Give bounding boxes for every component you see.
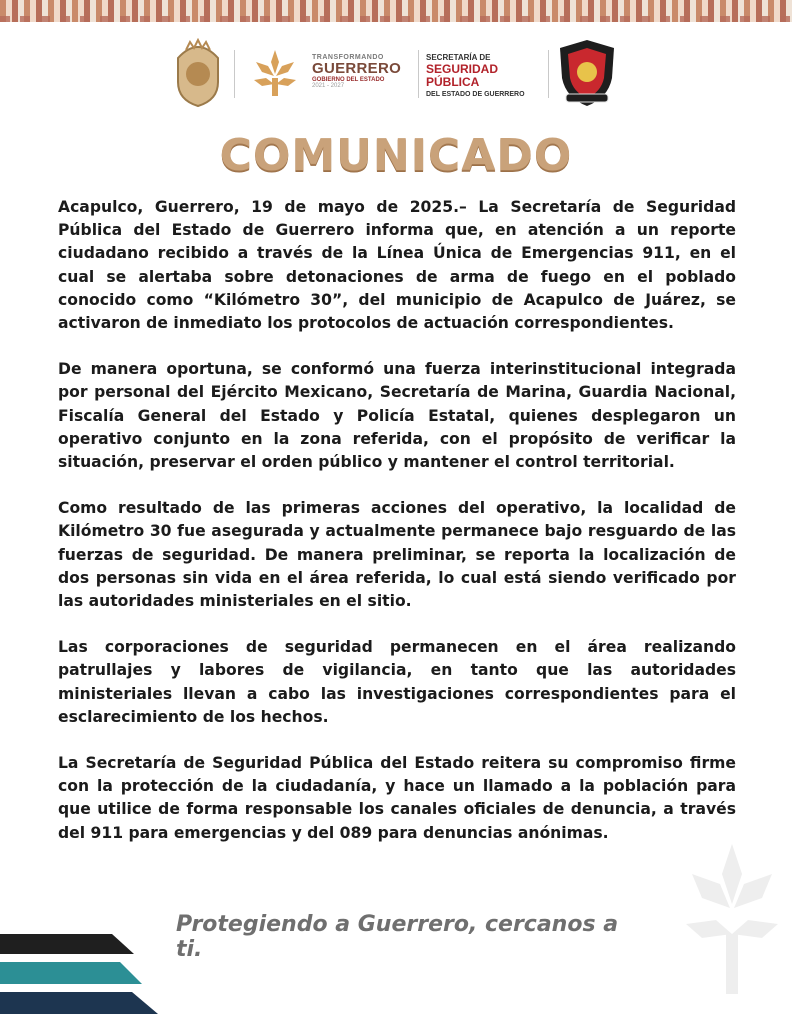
slogan: Protegiendo a Guerrero, cercanos a ti. xyxy=(176,912,619,962)
ssp-line2: SEGURIDAD xyxy=(426,62,499,76)
state-crest-icon xyxy=(170,38,226,108)
guerrero-leaf-mark-icon xyxy=(246,44,304,102)
ssp-line4: DEL ESTADO DE GUERRERO xyxy=(426,91,525,98)
paragraph: De manera oportuna, se conformó una fuerza interinstitucional integrada por personal del Ejército Mexicano, Secretaría de Marina, Guardia Nacional, Fiscalía General del Estado y Policía Estatal, quienes desplegaron un operativo conjunto en la zona referida, con el propósito de verificar la situación, preservar el orden público y mantener el control territorial. xyxy=(58,360,736,472)
paragraph: La Secretaría de Seguridad Pública del Estado reitera su compromiso firme con la protección de la ciudadanía, y hace un llamado a la población para que utilice de forma responsable los canales oficiales de denuncia, a través del 911 para emergencias y del 089 para denuncias anónimas. xyxy=(58,754,736,842)
paragraph: Las corporaciones de seguridad permanecen en el área realizando patrullajes y labores de vigilancia, en tanto que las autoridades ministeriales llevan a cabo las investigaciones correspondientes para el esclarecimiento de los hechos. xyxy=(58,638,736,726)
paragraph: Como resultado de las primeras acciones del operativo, la localidad de Kilómetro 30 fue asegurada y actualmente permanece bajo resguardo de las fuerzas de seguridad. De manera preliminar, se reporta la localización de dos personas sin vida en el área referida, lo cual está siendo verificado por las autoridades ministeriales en el sitio. xyxy=(58,499,736,611)
gobierno-line1: TRANSFORMANDO xyxy=(312,54,384,61)
divider xyxy=(548,50,549,98)
gobierno-line2: GUERRERO xyxy=(312,60,402,77)
document-body xyxy=(58,196,736,868)
ssp-line3: PÚBLICA xyxy=(426,75,480,89)
divider xyxy=(234,50,235,98)
page-title: COMUNICADO xyxy=(219,130,573,181)
header-logos xyxy=(170,36,630,116)
leaf-watermark-icon xyxy=(662,824,792,1024)
decorative-stripes xyxy=(0,904,170,1024)
ssp-text xyxy=(426,52,546,100)
gobierno-text xyxy=(312,54,412,89)
gobierno-line3: GOBIERNO DEL ESTADO xyxy=(312,77,385,83)
ssp-line1: SECRETARÍA DE xyxy=(426,53,491,62)
decorative-top-band xyxy=(0,0,792,22)
gobierno-line4: 2021 - 2027 xyxy=(312,83,345,89)
divider xyxy=(418,50,419,98)
police-badge-icon xyxy=(556,38,618,108)
paragraph: Acapulco, Guerrero, 19 de mayo de 2025.– La Secretaría de Seguridad Pública del Estado de Guerrero informa que, en atención a un reporte ciudadano recibido a través de la Línea Única de Emergencias 911, en el cual se alertaba sobre detonaciones de arma de fuego en el poblado conocido como “Kilómetro 30”, del municipio de Acapulco de Juárez, se activaron de inmediato los protocolos de actuación correspondientes. xyxy=(58,198,736,333)
